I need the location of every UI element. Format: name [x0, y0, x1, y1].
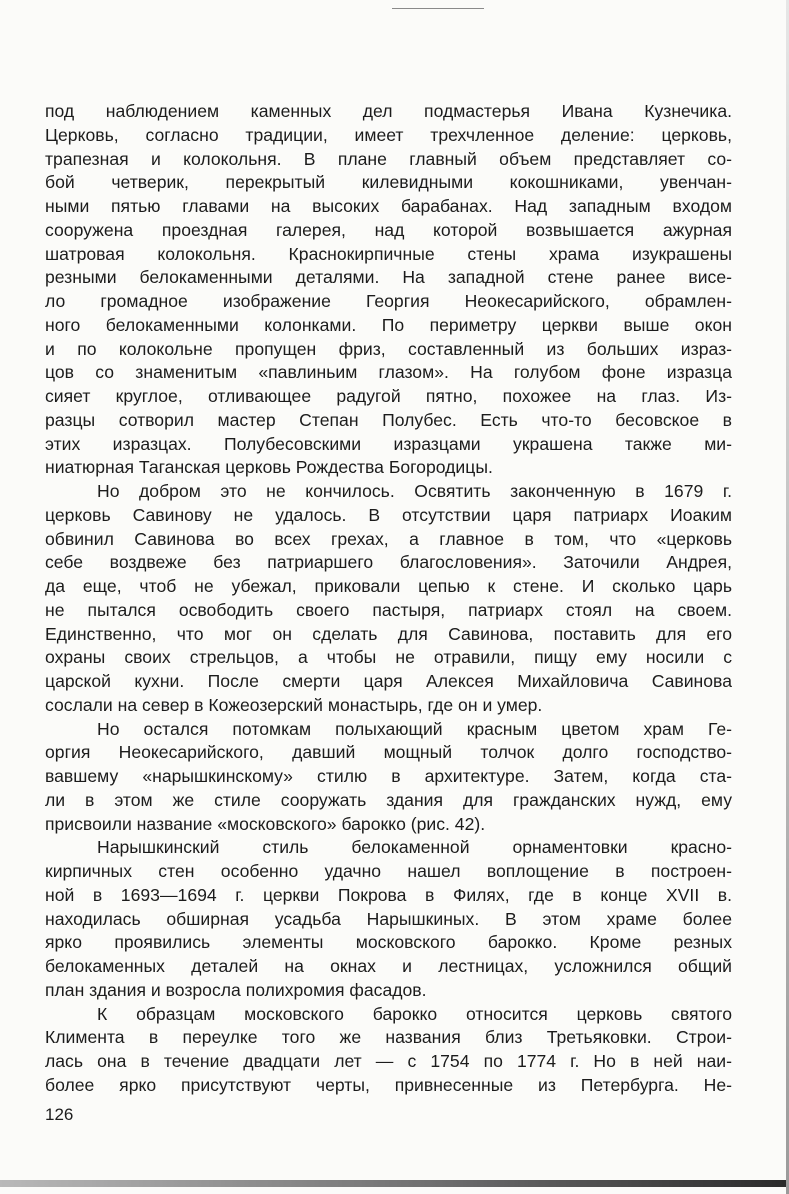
body-text	[45, 100, 732, 1098]
text-line: план здания и возросла полихромия фасадов.	[45, 979, 427, 1000]
top-rule	[392, 8, 484, 9]
page-number: 126	[45, 1105, 74, 1124]
text-line: себе воздвеже без патриаршего благословения». Заточили Андрея,	[45, 552, 732, 573]
text-line: Но добром это не кончилось. Освятить законченную в 1679 г.	[97, 481, 732, 501]
text-line: сослали на север в Кожеозерский монастырь, где он и умер.	[45, 694, 543, 715]
text-line: вавшему «нарышкинскому» стилю в архитектуре. Затем, когда ста-	[45, 766, 732, 786]
text-line: ными пятью главами на высоких барабанах. Над западным входом	[45, 196, 732, 216]
text-line: Нарышкинский стиль белокаменной орнаментовки красно-	[97, 837, 732, 858]
text-line: ли в этом же стиле сооружать здания для гражданских нужд, ему	[45, 789, 732, 810]
text-line: белокаменных деталей на окнах и лестницах, усложнился общий	[45, 956, 732, 976]
text-line: сооружена проездная галерея, над которой возвышается ажурная	[45, 219, 732, 240]
text-line: лась она в течение двадцати лет — с 1754 по 1774 г. Но в ней наи-	[45, 1051, 732, 1071]
text-line: и по колокольне пропущен фриз, составленный из больших израз-	[45, 338, 732, 359]
text-line: находилась обширная усадьба Нарышкиных. В этом храме более	[45, 908, 732, 929]
scan-shadow-bottom	[0, 1180, 789, 1187]
text-line: К образцам московского барокко относится церковь святого	[97, 1003, 732, 1024]
text-line: резными белокаменными деталями. На западной стене ранее висе-	[45, 267, 732, 288]
text-line: ного белокаменными колонками. По периметру церкви выше окон	[45, 314, 732, 335]
text-line: более ярко присутствуют черты, привнесенные из Петербурга. Не-	[45, 1074, 732, 1095]
text-line: церковь Савинову не удалось. В отсутствии царя патриарх Иоаким	[45, 504, 732, 525]
text-line: бой четверик, перекрытый килевидными кокошниками, увенчан-	[45, 172, 732, 193]
text-line: этих изразцах. Полубесовскими изразцами украшена также ми-	[45, 433, 732, 454]
text-line: обвинил Савинова во всех грехах, а главное в том, что «церковь	[45, 528, 732, 549]
text-line: под наблюдением каменных дел подмастерья Ивана Кузнечика.	[45, 101, 732, 121]
text-line: царской кухни. После смерти царя Алексея Михайловича Савинова	[45, 671, 732, 691]
text-line: разцы сотворил мастер Степан Полубес. Есть что-то бесовское в	[45, 409, 732, 430]
text-line: охраны своих стрельцов, а чтобы не отравили, пищу ему носили с	[45, 647, 732, 668]
text-line: оргия Неокесарийского, давший мощный толчок долго господство-	[45, 742, 732, 763]
text-line: Единственно, что мог он сделать для Савинова, поставить для его	[45, 623, 732, 644]
text-line: кирпичных стен особенно удачно нашел воплощение в построен-	[45, 861, 732, 881]
text-line: сияет круглое, отливающее радугой пятно, похожее на глаз. Из-	[45, 386, 732, 406]
text-line: ной в 1693—1694 г. церкви Покрова в Филях, где в конце XVII в.	[45, 884, 732, 905]
text-line: да еще, чтоб не убежал, приковали цепью к стене. И сколько царь	[45, 576, 732, 596]
text-line: присвоили название «московского» барокко (рис. 42).	[45, 813, 486, 834]
text-line: Климента в переулке того же названия близ Третьяковки. Строи-	[45, 1027, 732, 1048]
text-line: Церковь, согласно традиции, имеет трехчленное деление: церковь,	[45, 124, 732, 145]
text-line: ло громадное изображение Георгия Неокесарийского, обрамлен-	[45, 291, 732, 311]
text-line: цов со знаменитым «павлиньим глазом». На голубом фоне изразца	[45, 362, 732, 383]
text-line: ниатюрная Таганская церковь Рождества Богородицы.	[45, 457, 493, 478]
text-line: не пытался освободить своего пастыря, патриарх стоял на своем.	[45, 599, 732, 620]
text-line: Но остался потомкам полыхающий красным цветом храм Ге-	[97, 718, 732, 739]
text-line: трапезная и колокольня. В плане главный объем представляет со-	[45, 148, 732, 169]
text-line: шатровая колокольня. Краснокирпичные стены храма изукрашены	[45, 243, 732, 264]
text-line: ярко проявились элементы московского барокко. Кроме резных	[45, 932, 732, 953]
